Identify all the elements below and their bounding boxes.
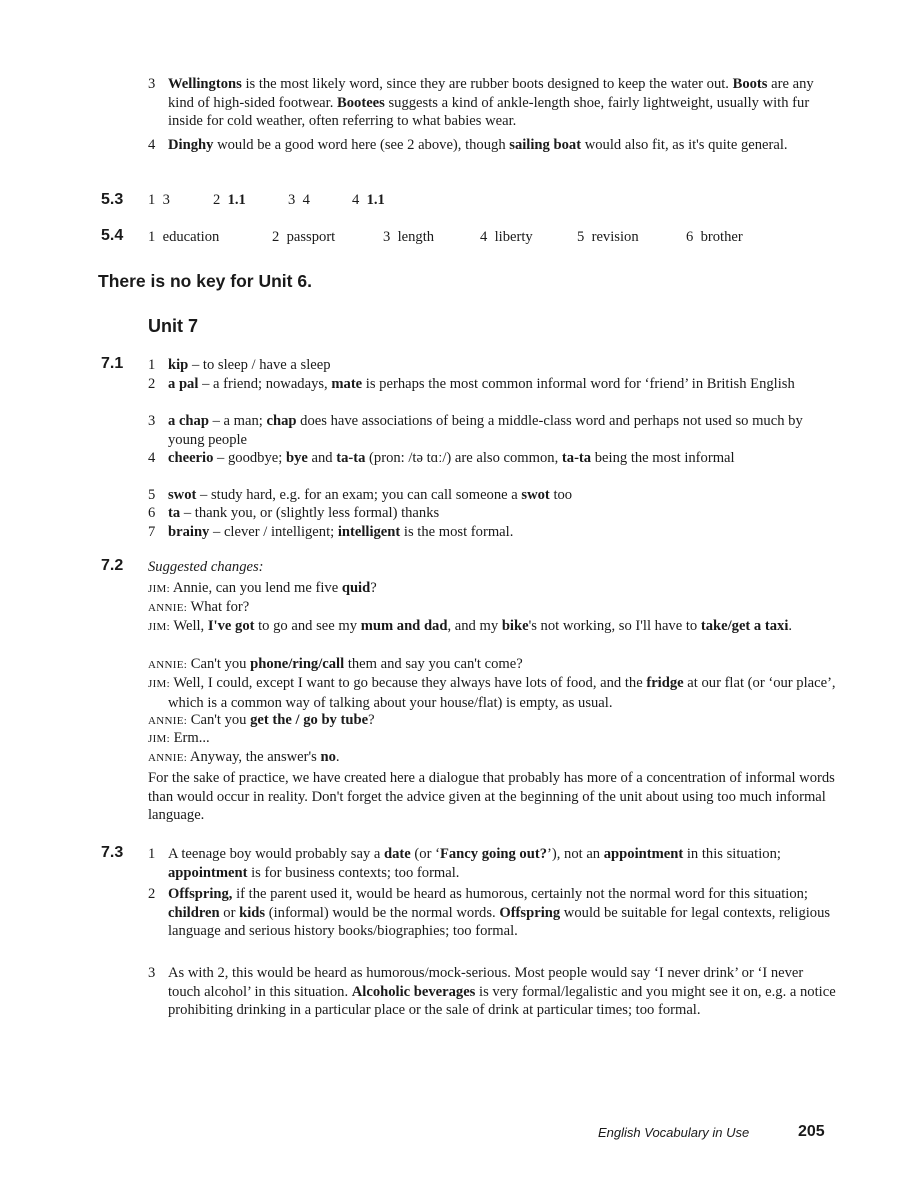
speaker-name: JIM: [148, 678, 170, 690]
dialogue-line: ANNIE: What for? [148, 599, 250, 615]
speaker-name: ANNIE: [148, 752, 188, 764]
item-number: 1 [148, 846, 156, 862]
dialogue-line: ANNIE: Anyway, the answer's no. [148, 749, 340, 765]
dialogue-line: JIM: Annie, can you lend me five quid? [148, 580, 377, 596]
item-text: Offspring, if the parent used it, would be heard as humorous, certainly not the normal word for this situation; children or kids (informal) would be the normal words. Offspring would be suitable for legal contexts, religious language and serious history books/biographies; too formal. [168, 886, 831, 939]
section-label-5-4: 5.4 [101, 227, 124, 244]
item-text: A teenage boy would probably say a date (or ‘Fancy going out?’), not an appointment in this situation; appointment is for business contexts; too formal. [168, 846, 781, 881]
dialogue-line: ANNIE: Can't you get the / go by tube? [148, 712, 375, 728]
item-text: Wellingtons is the most likely word, since they are rubber boots designed to keep the water out. Boots are any kind of high-sided footwear. Bootees suggests a kind of ankle-length shoe, fairly lightweight, usually with fur inside for cold weather, often referring to what babies wear. [168, 76, 814, 129]
dialogue-line: JIM: Erm... [148, 730, 210, 746]
suggested-changes-label: Suggested changes: [148, 559, 264, 575]
section-label-7-1: 7.1 [101, 355, 124, 372]
speaker-name: ANNIE: [148, 659, 188, 671]
item-number: 3 [148, 76, 156, 92]
speaker-name: ANNIE: [148, 602, 188, 614]
item-number: 4 [148, 137, 156, 153]
footer-book-title: English Vocabulary in Use [598, 1125, 750, 1140]
speaker-name: ANNIE: [148, 715, 188, 727]
speaker-name: JIM: [148, 583, 170, 595]
dialogue-line: ANNIE: Can't you phone/ring/call them and say you can't come? [148, 656, 523, 672]
dialogue-line: JIM: Well, I've got to go and see my mum and dad, and my bike's not working, so I'll have to take/get a taxi. [148, 618, 793, 634]
item-text: As with 2, this would be heard as humorous/mock-serious. Most people would say ‘I never drink’ or ‘I never touch alcohol’ in this situation. Alcoholic beverages is very formal/legalistic and you might see it on, e.g. a notice prohibiting drinking in a particular place or the sale of drink at particular times; too formal. [168, 965, 836, 1018]
dialogue-line: JIM: Well, I could, except I want to go because they always have lots of food, and the fridge at our flat (or ‘our place’, which is a common way of talking about your house/flat) is empty, as usual. [148, 675, 836, 711]
dialogue-note: For the sake of practice, we have created here a dialogue that probably has more of a concentration of informal words than would occur in reality. Don't forget the advice given at the beginning of the unit about using too much informal language. [148, 770, 835, 823]
speaker-name: JIM: [148, 733, 170, 745]
speaker-name: JIM: [148, 621, 170, 633]
no-key-heading: There is no key for Unit 6. [98, 271, 312, 291]
unit-title: Unit 7 [148, 316, 199, 336]
section-label-7-2: 7.2 [101, 557, 124, 574]
item-number: 2 [148, 886, 156, 902]
section-label-5-3: 5.3 [101, 191, 124, 208]
section-label-7-3: 7.3 [101, 844, 124, 861]
item-text: Dinghy would be a good word here (see 2 above), though sailing boat would also fit, as it's quite general. [168, 137, 788, 153]
page-number: 205 [798, 1123, 825, 1140]
item-number: 3 [148, 965, 156, 981]
